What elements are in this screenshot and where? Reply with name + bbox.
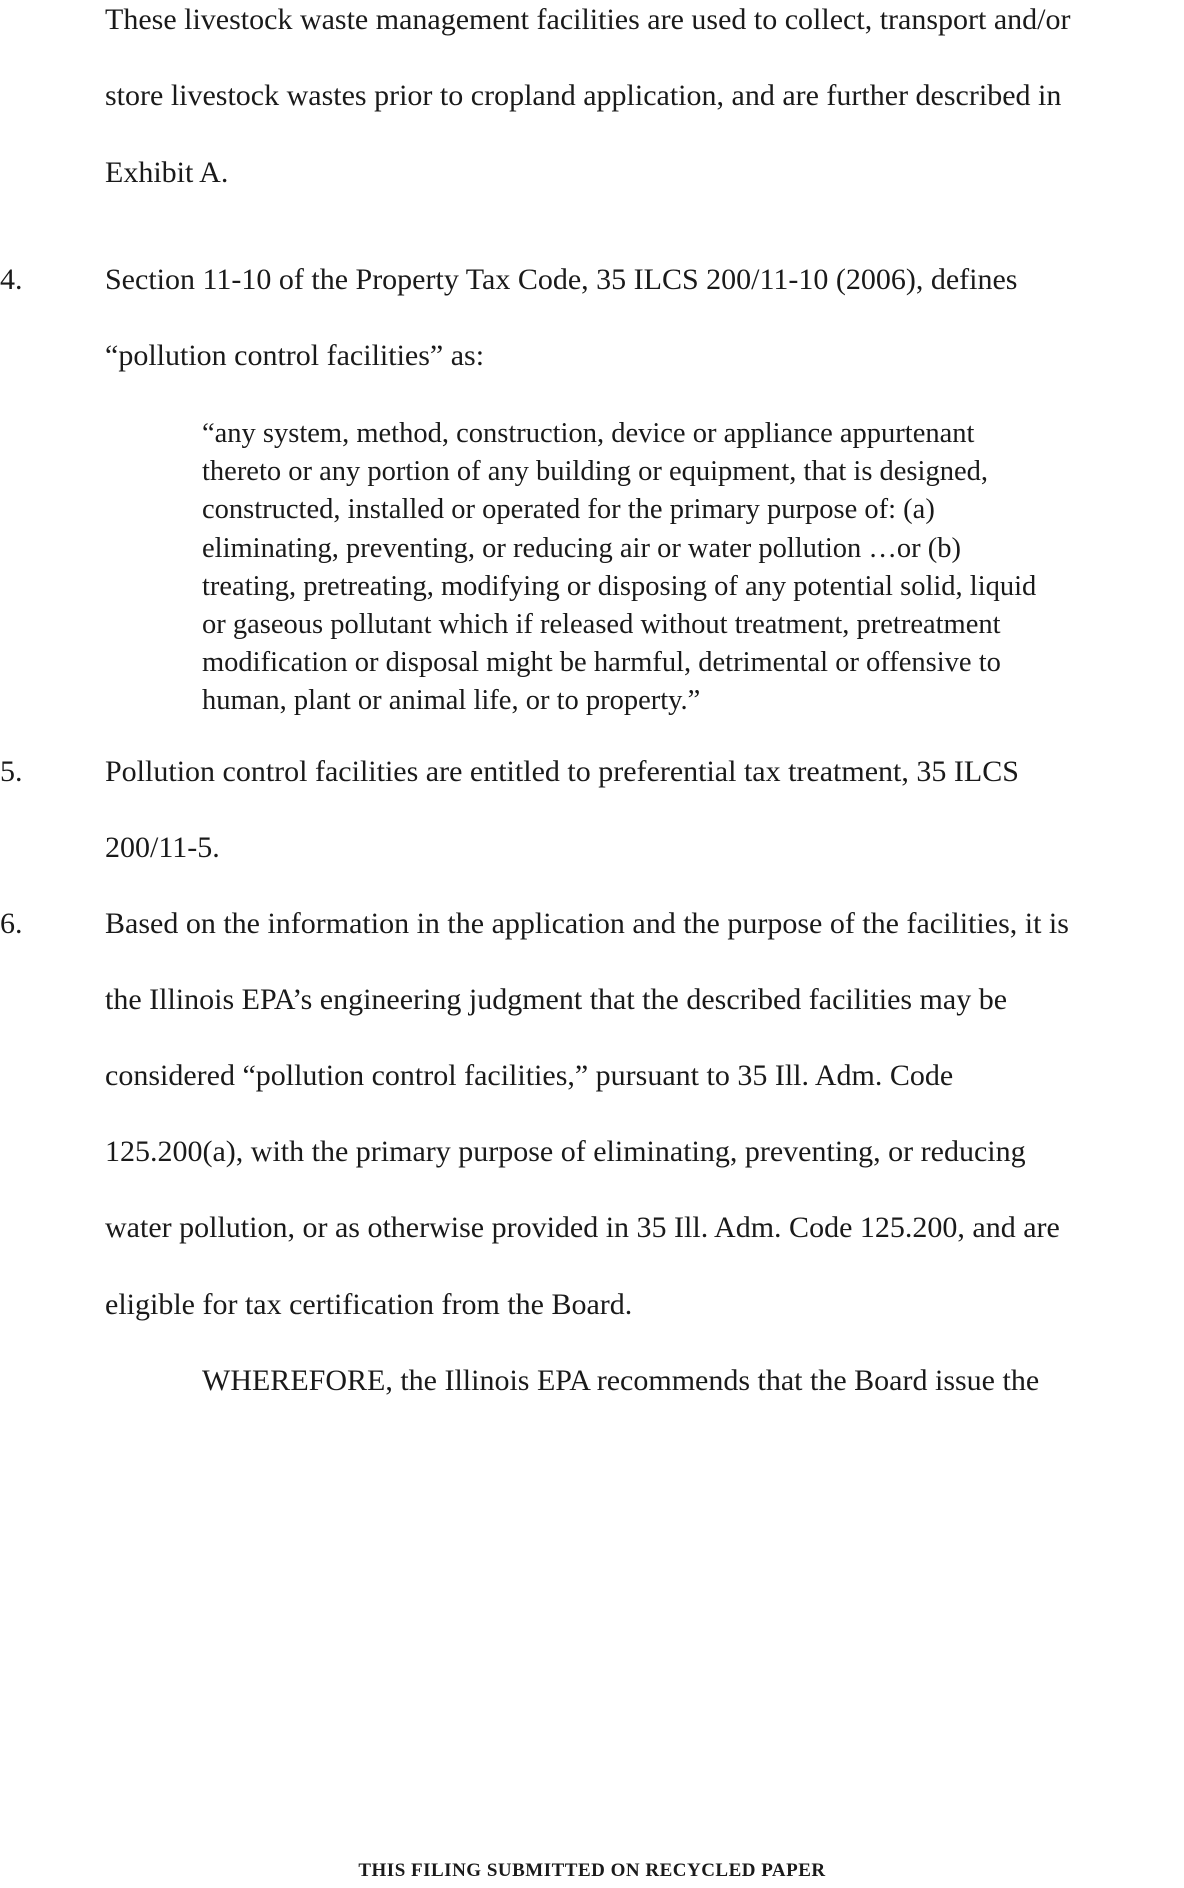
block-quote [202, 415, 1182, 721]
paragraph-line: store livestock wastes prior to cropland application, and are further described in [105, 79, 1062, 112]
item-line: Based on the information in the application and the purpose of the facilities, it is [105, 907, 1069, 940]
item-number: 5. [0, 755, 23, 788]
quote-line: thereto or any portion of any building or equipment, that is designed, [202, 456, 988, 488]
paragraph-line: These livestock waste management facilities are used to collect, transport and/or [105, 3, 1071, 36]
item-number: 4. [0, 263, 23, 296]
item-line: Section 11-10 of the Property Tax Code, 35 ILCS 200/11-10 (2006), defines [105, 263, 1018, 296]
item-line: “pollution control facilities” as: [105, 339, 485, 372]
paragraph-line: Exhibit A. [105, 156, 229, 189]
quote-line: treating, pretreating, modifying or disposing of any potential solid, liquid [202, 570, 1037, 602]
page-footer: THIS FILING SUBMITTED ON RECYCLED PAPER [358, 1860, 826, 1881]
quote-line: modification or disposal might be harmful, detrimental or offensive to [202, 647, 1001, 679]
item-line: 125.200(a), with the primary purpose of eliminating, preventing, or reducing [105, 1135, 1026, 1168]
quote-line: constructed, installed or operated for the primary purpose of: (a) [202, 494, 935, 526]
item-line: the Illinois EPA’s engineering judgment that the described facilities may be [105, 983, 1008, 1016]
quote-line: “any system, method, construction, device or appliance appurtenant [202, 418, 975, 449]
quote-line: or gaseous pollutant which if released without treatment, pretreatment [202, 609, 1001, 641]
wherefore-clause: WHEREFORE, the Illinois EPA recommends that the Board issue the [202, 1364, 1040, 1397]
quote-line: eliminating, preventing, or reducing air or water pollution …or (b) [202, 532, 961, 564]
item-number: 6. [0, 907, 23, 940]
item-line: 200/11-5. [105, 831, 220, 864]
item-line: Pollution control facilities are entitled to preferential tax treatment, 35 ILCS [105, 755, 1019, 788]
item-line: eligible for tax certification from the Board. [105, 1288, 633, 1321]
item-line: water pollution, or as otherwise provided in 35 Ill. Adm. Code 125.200, and are [105, 1211, 1060, 1244]
item-line: considered “pollution control facilities,” pursuant to 35 Ill. Adm. Code [105, 1059, 954, 1092]
quote-line: human, plant or animal life, or to property.” [202, 685, 701, 717]
